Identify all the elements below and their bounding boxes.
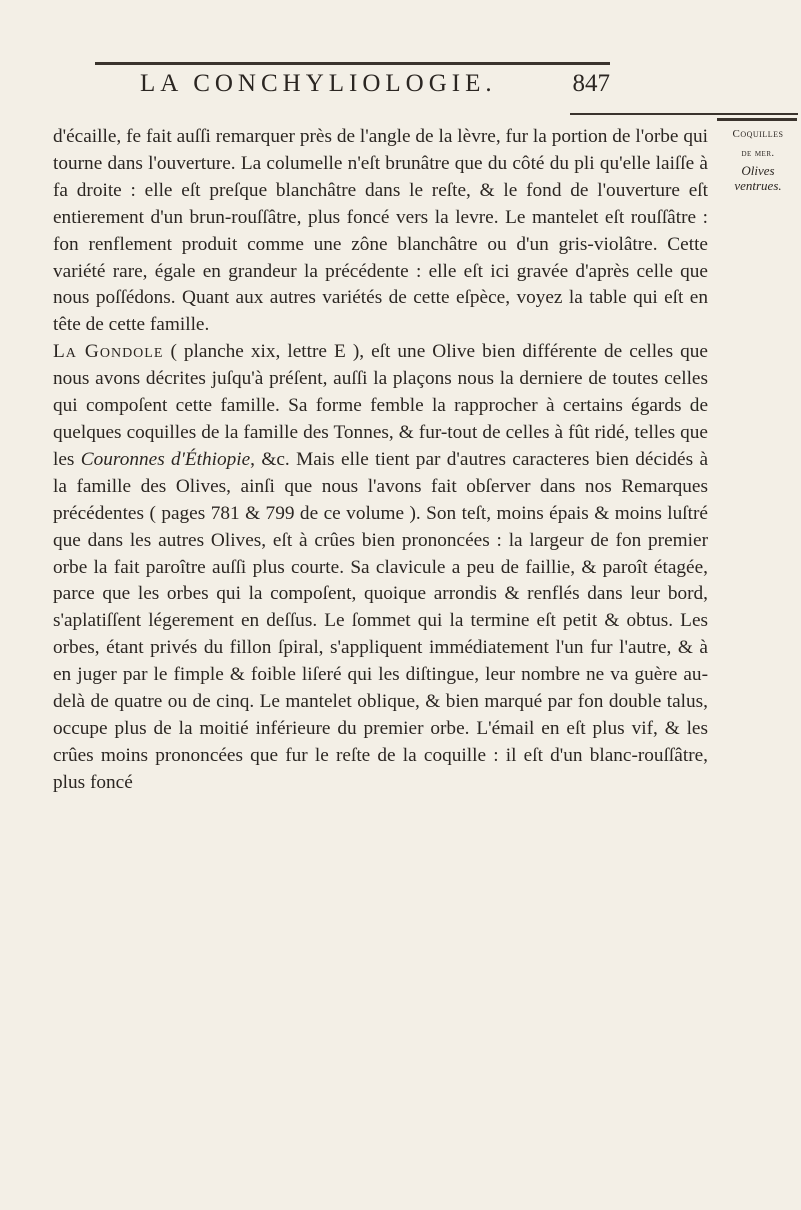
margin-note-line3: Olives ventrues. <box>734 163 782 193</box>
paragraph-2-italic: Couronnes d'Éthiopie <box>80 448 251 470</box>
margin-note-line2: de mer. <box>741 148 775 159</box>
paragraph-1: d'écaille, fe fait auſſi remarquer près de l'angle de la lèvre, fur la portion de l'orbe qui tourne dans l'ouverture. La columelle n'eſt brunâtre que du côté du pli qu'elle laiſſe à fa droite : elle eſt preſque blanchâtre dans le reſte, & le fond de l'ouverture eſt entierement d'un brun-rouſſâtre, plus foncé vers la levre. Le mantelet eſt rouſſâtre : fon renflement produit comme une zône blanchâtre ou d'un gris-violâtre. Cette variété rare, égale en grandeur la précédente : elle eſt ici gravée d'après celle que nous poſſédons. Quant aux autres variétés de cette eſpèce, voyez la table qui eſt en tête de cette famille. <box>53 126 708 336</box>
entry-heading: La Gondole <box>53 341 164 363</box>
margin-note <box>718 128 798 193</box>
header-rule <box>95 62 610 65</box>
running-title: LA CONCHYLIOLOGIE. <box>140 70 497 97</box>
paragraph-2-part-b: , &c. Mais elle tient par d'autres caracteres bien décidés à la famille des Olives, ainſi que nous l'avons fait obſerver dans nos Remarques précédentes ( pages 781 & 799 de ce volume ). Son teſt, moins épais & moins luſtré que dans les autres Olives, eſt à crûes bien prononcées : la largeur de fon premier orbe la fait paroître auſſi plus courte. Sa clavicule a peu de faillie, & paroît étagée, parce que les orbes qui la compoſent, quoique arrondis & renflés dans leur bord, s'aplatiſſent légerement en deſſus. Le ſommet qui la termine eſt petit & obtus. Les orbes, étant privés du fillon ſpiral, s'appliquent immédiatement l'un fur l'autre, & à en juger par le fimple & foible liſeré qui les diſtingue, leur nombre ne va guère au-delà de quatre ou de cinq. Le mantelet oblique, & bien marqué par fon double talus, occupe plus de la moitié inférieure du premier orbe. L'émail en eſt plus vif, & les crûes moins prononcées que fur le reſte de la coquille : il eſt d'un blanc-rouſſâtre, plus foncé <box>53 448 708 793</box>
margin-note-line1: Coquilles <box>732 128 784 140</box>
body-text <box>53 124 708 797</box>
paragraph-2 <box>53 339 708 796</box>
margin-rule-thick <box>717 118 797 121</box>
running-header <box>130 70 610 110</box>
paragraph-2-part-a: ( planche xix, lettre E ), eſt une Olive bien différente de celles que nous avons décrites juſqu'à préſent, auſſi la plaçons nous la derniere de toutes celles qui compoſent cette famille. Sa forme femble la rapprocher à certains égards de quelques coquilles de la famille des Tonnes, & fur-tout de celles à fût ridé, telles que les <box>53 341 708 470</box>
margin-rule <box>570 113 798 115</box>
page-number: 847 <box>572 70 610 97</box>
